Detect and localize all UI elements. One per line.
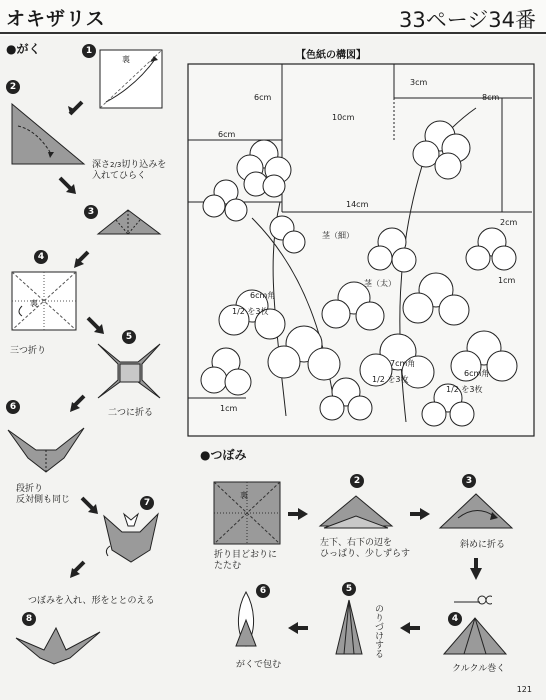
dim-label: 1cm xyxy=(220,404,238,413)
tsubomi-step-1-caption: 折り目どおりに たたむ xyxy=(214,550,278,571)
layout-title: 【色紙の構図】 xyxy=(296,50,366,61)
tsubomi-step-3-number: 3 xyxy=(462,474,476,488)
tsubomi-arrow-2-3 xyxy=(410,506,430,522)
dim-label: 2cm xyxy=(500,218,518,227)
page-title: オキザリス xyxy=(6,8,106,30)
tsubomi-step-4-diagram xyxy=(440,614,510,660)
tsubomi-step-1-label: 裏 xyxy=(240,491,248,500)
gaku-step-5-caption: 二つに折る xyxy=(108,408,154,418)
gaku-arrow-7-8 xyxy=(68,560,88,580)
gaku-step-8-number: 8 xyxy=(22,612,36,626)
dim-label: 10cm xyxy=(332,113,355,122)
dim-label: 6cm xyxy=(218,130,236,139)
fraction-two-thirds: 2/3 xyxy=(110,161,122,169)
page-number: 121 xyxy=(516,685,532,694)
tsubomi-step-5-caption: のりづけする xyxy=(373,604,383,658)
gaku-step-4-caption: 三つ折り xyxy=(10,346,47,356)
dim-label: 6cm xyxy=(254,93,272,102)
gaku-step-5-diagram xyxy=(94,338,164,404)
gaku-arrow-4-5 xyxy=(86,316,106,336)
leaf-label-size: 6cm角 xyxy=(464,369,490,378)
composition-diagram xyxy=(186,62,536,438)
dim-label: 14cm xyxy=(346,200,369,209)
gaku-step-1-diagram xyxy=(96,46,166,112)
tsubomi-step-6-caption: がくで包む xyxy=(236,660,282,670)
tsubomi-step-2-caption: 左下、右下の辺を ひっぱり、少しずらす xyxy=(320,538,411,559)
gaku-arrow-1-2 xyxy=(66,100,86,120)
dim-label: 8cm xyxy=(482,93,500,102)
gaku-step-4-number: 4 xyxy=(34,250,48,264)
tsubomi-step-3-caption: 斜めに折る xyxy=(460,540,506,550)
gaku-step-4-diagram xyxy=(8,268,80,334)
tsubomi-step-4-caption: クルクル巻く xyxy=(452,664,506,674)
leaf-label-count: 1/2 を3枚 xyxy=(446,385,483,394)
leaf-label-size: 6cm角 xyxy=(250,291,276,300)
tsubomi-step-5-diagram xyxy=(332,598,366,658)
gaku-step-6-number: 6 xyxy=(6,400,20,414)
gaku-step-1-label: 裏 xyxy=(122,55,130,64)
dim-label: 3cm xyxy=(410,78,428,87)
tsubomi-arrow-1-2 xyxy=(288,506,308,522)
gaku-arrow-2-3 xyxy=(58,176,78,196)
stem-label-thick: 茎（太） xyxy=(364,279,396,288)
page-reference: 33ページ34番 xyxy=(398,8,536,32)
gaku-step-3-diagram xyxy=(94,206,164,238)
tsubomi-arrow-5-6 xyxy=(288,620,308,636)
gaku-arrow-6-7 xyxy=(80,496,100,516)
gaku-step-3-caption: 深さ2/3切り込みを 入れてひらく xyxy=(92,160,167,181)
gaku-arrow-5-6 xyxy=(68,394,88,414)
stem-label-thin: 茎（細） xyxy=(322,231,354,240)
tsubomi-section-title: ●つぼみ xyxy=(200,448,247,462)
gaku-step-5-number: 5 xyxy=(122,330,136,344)
dim-label: 1cm xyxy=(498,276,516,285)
gaku-step-7-number: 7 xyxy=(140,496,154,510)
tsubomi-step-6-number: 6 xyxy=(256,584,270,598)
curl-icon xyxy=(452,592,492,612)
gaku-step-7-caption: つぼみを入れ、形をととのえる xyxy=(28,596,155,606)
leaf-label-count: 1/2 を3枚 xyxy=(232,307,269,316)
gaku-step-1-number: 1 xyxy=(82,44,96,58)
leaf-label-count: 1/2 を3枚 xyxy=(372,375,409,384)
gaku-step-6-diagram xyxy=(6,420,86,476)
tsubomi-step-4-number: 4 xyxy=(448,612,462,626)
tsubomi-step-2-number: 2 xyxy=(350,474,364,488)
gaku-step-8-diagram xyxy=(14,622,106,666)
gaku-section-title: ●がく xyxy=(6,42,41,56)
leaf-label-size: 7cm角 xyxy=(390,359,416,368)
header-divider xyxy=(0,32,546,34)
gaku-step-6-caption: 段折り 反対側も同じ xyxy=(16,484,71,505)
tsubomi-step-2-diagram xyxy=(316,492,396,532)
gaku-arrow-3-4 xyxy=(72,250,92,270)
gaku-step-7-diagram xyxy=(100,506,162,566)
tsubomi-step-6-diagram xyxy=(226,590,266,650)
tsubomi-arrow-4-5 xyxy=(400,620,420,636)
gaku-step-2-number: 2 xyxy=(6,80,20,94)
gaku-step-4-label: 裏 xyxy=(30,299,38,308)
tsubomi-step-3-diagram xyxy=(436,490,516,534)
tsubomi-arrow-3-4 xyxy=(468,558,484,580)
tsubomi-step-5-number: 5 xyxy=(342,582,356,596)
gaku-step-3-number: 3 xyxy=(84,205,98,219)
